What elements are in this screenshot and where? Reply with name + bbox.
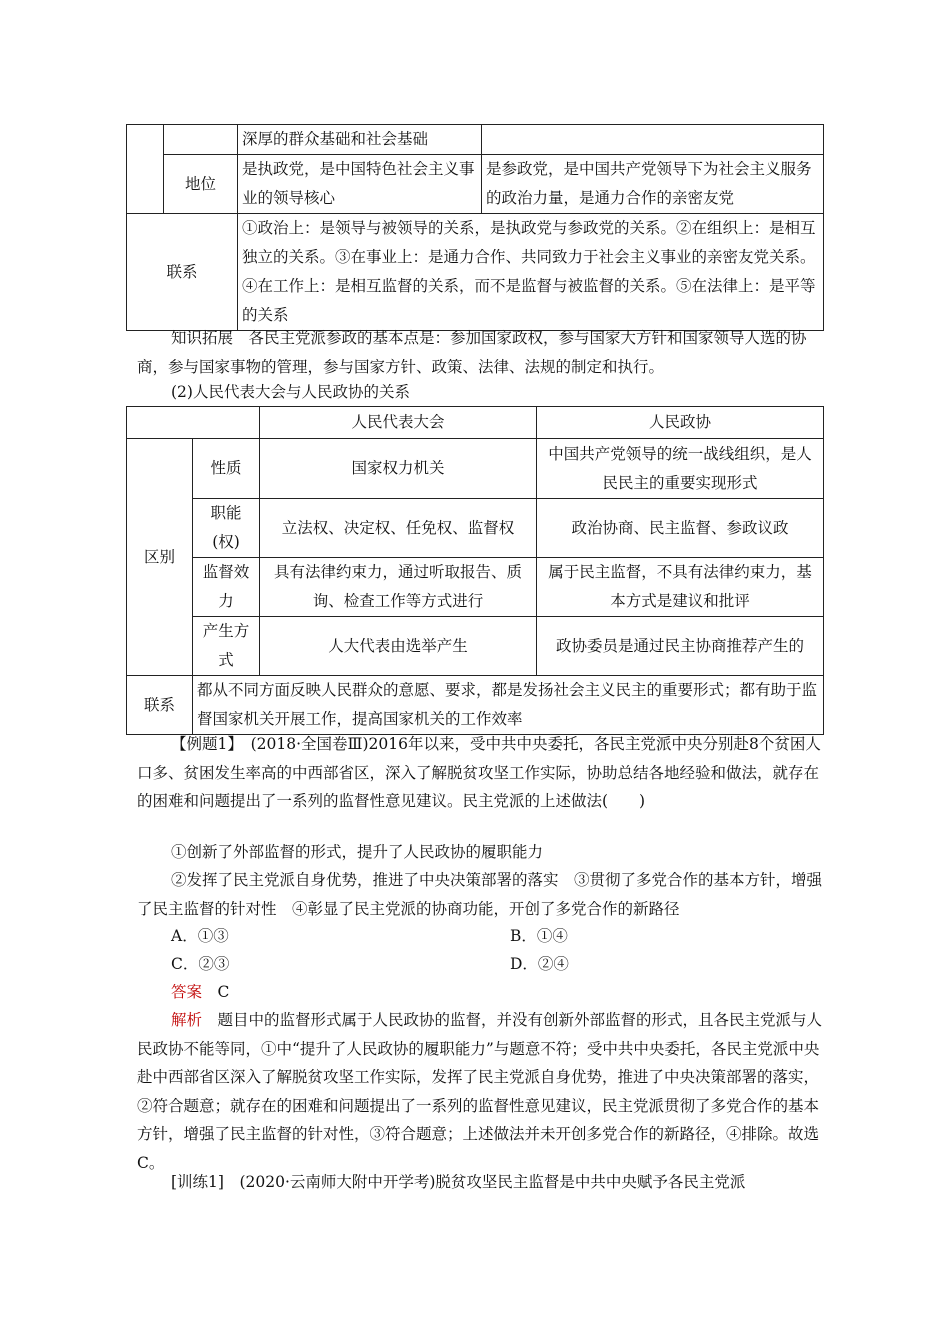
training-question: [训练1] (2020·云南师大附中开学考)脱贫攻坚民主监督是中共中央赋予各民主党派	[171, 1173, 746, 1191]
answer-label: 答案	[171, 983, 203, 1001]
analysis-paragraph	[137, 1006, 823, 1177]
table2-header-cppcc: 人民政协	[537, 407, 824, 439]
table2-corner	[127, 407, 260, 439]
choice-d: D．②④	[510, 955, 569, 973]
choice-c: C．②③	[171, 955, 230, 973]
table-cell-npc: 立法权、决定权、任免权、监督权	[260, 499, 537, 558]
table-cell-cppcc: 政治协商、民主监督、参政议政	[537, 499, 824, 558]
example-option-2-4: ②发挥了民主党派自身优势，推进了中央决策部署的落实 ③贯彻了多党合作的基本方针，增强了民主监督的针对性 ④彰显了民主党派的协商功能，开创了多党合作的新路径	[137, 871, 823, 918]
table1-status-ruling: 是执政党，是中国特色社会主义事业的领导核心	[238, 155, 482, 214]
choice-b: B．①④	[510, 927, 568, 945]
analysis-text: 题目中的监督形式属于人民政协的监督，并没有创新外部监督的形式，且各民主党派与人民政协不能等同，①中“提升了人民政协的履职能力”与题意不符；受中共中央委托，各民主党派中央赴中西部省区深入了解脱贫攻坚工作实际，发挥了民主党派自身优势，推进了中央决策部署的落实，②符合题意；就存在的困难和问题提出了一系列的监督性意见建议，民主党派贯彻了多党合作的基本方针，增强了民主监督的针对性，③符合题意；上述做法并未开创多党合作的新路径，④排除。故选C。	[137, 1011, 823, 1172]
table-cell-npc: 人大代表由选举产生	[260, 617, 537, 676]
table-row-label: 性质	[193, 439, 260, 499]
choice-a: A．①③	[171, 927, 229, 945]
example-tag: 【例题1】	[171, 735, 236, 753]
answer-value: C	[202, 983, 230, 1001]
table1-status-label: 地位	[164, 155, 238, 214]
table2-header-npc: 人民代表大会	[260, 407, 537, 439]
example-option-1: ①创新了外部监督的形式，提升了人民政协的履职能力	[171, 843, 544, 861]
table1-basis-cell-right	[482, 125, 824, 155]
answer-line	[137, 978, 823, 1007]
party-comparison-table	[126, 124, 824, 331]
table1-basis-cell: 深厚的群众基础和社会基础	[238, 125, 482, 155]
section-subtitle: (2)人民代表大会与人民政协的关系	[171, 383, 410, 401]
table-cell-cppcc: 中国共产党领导的统一战线组织，是人民民主的重要实现形式	[537, 439, 824, 499]
table2-link-content: 都从不同方面反映人民群众的意愿、要求，都是发扬社会主义民主的重要形式；都有助于监督国家机关开展工作，提高国家机关的工作效率	[193, 676, 824, 735]
knowledge-extension: 知识拓展 各民主党派参政的基本点是：参加国家政权，参与国家大方针和国家领导人选的协商，参与国家事物的管理，参与国家方针、政策、法律、法规的制定和执行。	[137, 329, 807, 376]
table-cell-npc: 国家权力机关	[260, 439, 537, 499]
table-cell-cppcc: 属于民主监督，不具有法律约束力，基本方式是建议和批评	[537, 558, 824, 617]
table-row-label: 监督效力	[193, 558, 260, 617]
table2-link-label: 联系	[127, 676, 193, 735]
table-cell-cppcc: 政协委员是通过民主协商推荐产生的	[537, 617, 824, 676]
analysis-label: 解析	[171, 1011, 203, 1029]
table-cell-npc: 具有法律约束力，通过听取报告、质询、检查工作等方式进行	[260, 558, 537, 617]
example-question	[137, 730, 823, 816]
npc-cppcc-table	[126, 406, 824, 735]
table1-blank-cell	[127, 125, 164, 214]
table2-difference-label: 区别	[127, 439, 193, 676]
table1-status-participating: 是参政党，是中国共产党领导下为社会主义服务的政治力量，是通力合作的亲密友党	[482, 155, 824, 214]
table-row-label: 产生方式	[193, 617, 260, 676]
table1-blank-label	[164, 125, 238, 155]
table1-link-label: 联系	[127, 214, 238, 331]
table-row-label: 职能(权)	[193, 499, 260, 558]
table1-link-content: ①政治上：是领导与被领导的关系，是执政党与参政党的关系。②在组织上：是相互独立的关系。③在事业上：是通力合作、共同致力于社会主义事业的亲密友党关系。④在工作上：是相互监督的关系，而不是监督与被监督的关系。⑤在法律上：是平等的关系	[238, 214, 824, 331]
example-stem: (2018·全国卷Ⅲ)2016年以来，受中共中央委托，各民主党派中央分别赴8个贫困人口多、贫困发生率高的中西部省区，深入了解脱贫攻坚工作实际，协助总结各地经验和做法，就存在的困难和问题提出了一系列的监督性意见建议。民主党派的上述做法( )	[137, 735, 821, 810]
